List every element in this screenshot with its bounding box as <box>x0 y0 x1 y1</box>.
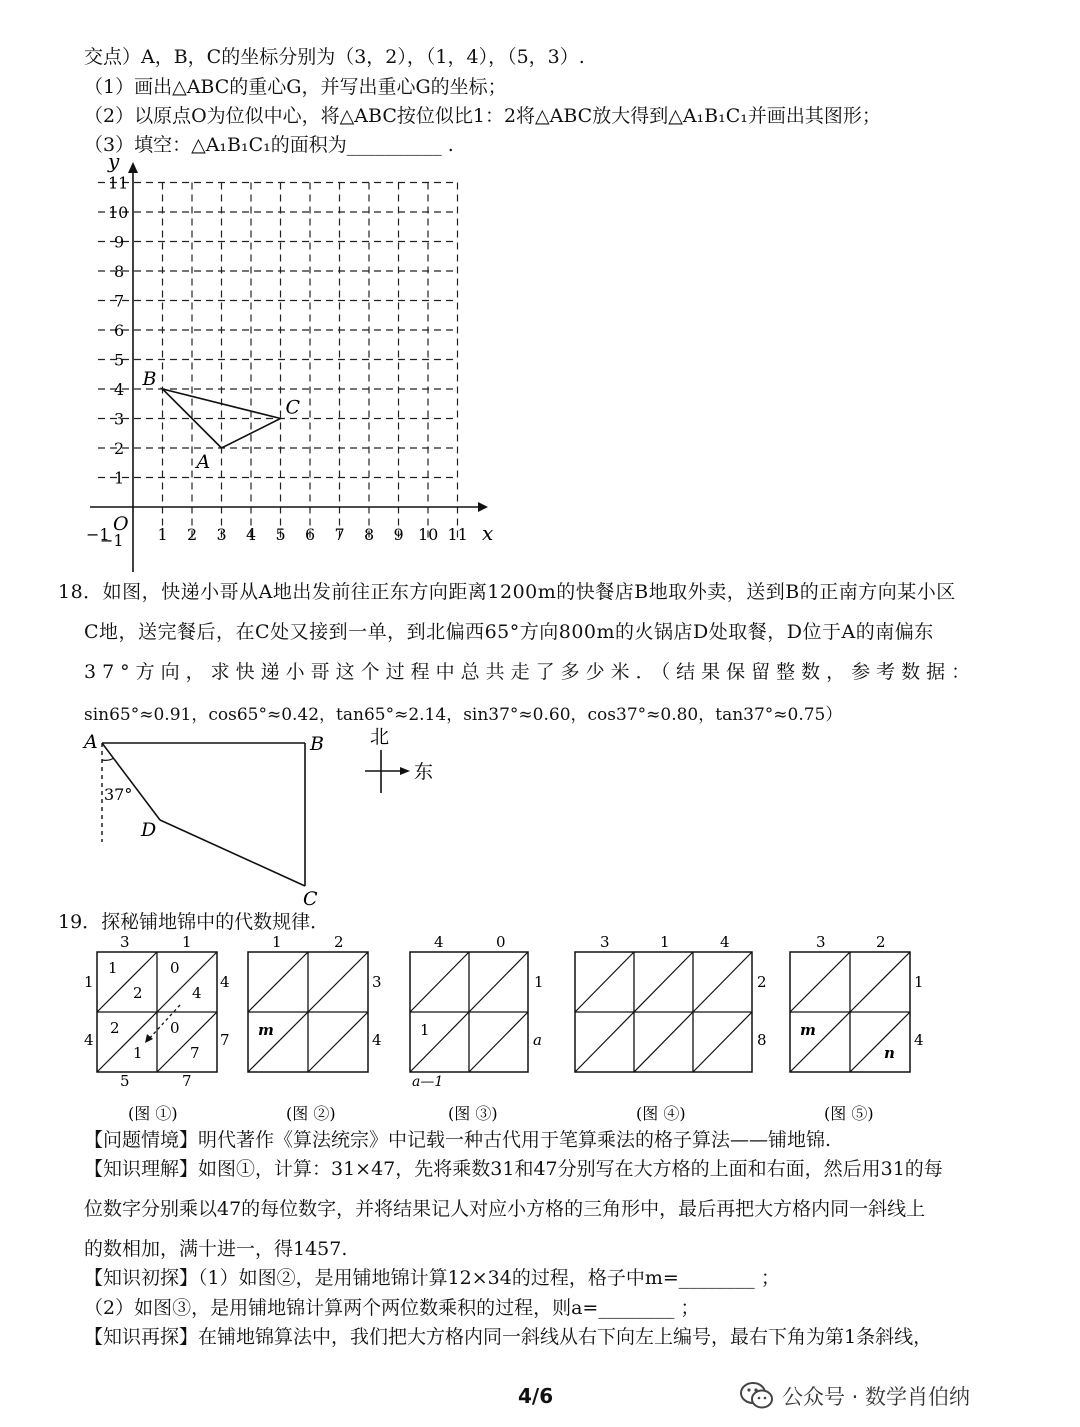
x-axis-label: x <box>482 521 494 545</box>
lattice-diagonal <box>850 1012 910 1072</box>
lattice-diagonal <box>248 1012 308 1072</box>
lattice-diagonal <box>308 952 368 1012</box>
lattice-diagonal <box>634 952 693 1012</box>
x-tick-label: 3 <box>216 525 227 544</box>
y-tick-label: 1 <box>114 468 125 488</box>
q17-intro: 交点）A，B，C的坐标分别为（3，2），（1，4），（5，3）. <box>84 46 585 68</box>
compass-north-label: 北 <box>370 726 390 748</box>
fig3-right-2: a <box>533 1031 542 1049</box>
y-tick-label: 4 <box>114 380 125 399</box>
fig5-right-1: 1 <box>914 973 924 991</box>
fig4-top-1: 3 <box>600 933 610 951</box>
lattice-diagonal <box>97 952 157 1012</box>
q19-p2c: 的数相加，满十进一，得1457. <box>84 1238 348 1260</box>
x-tick-label: 10 <box>418 525 439 544</box>
fig1-cell-6: 1 <box>133 1044 143 1062</box>
lattice-diagonal <box>410 1012 469 1072</box>
fig3-right-1: 1 <box>534 973 544 991</box>
y-tick-label: 8 <box>114 262 125 281</box>
lattice-diagonal <box>850 952 910 1012</box>
fig18-angle-label: 37° <box>104 785 133 804</box>
fig5-top-2: 2 <box>876 933 886 951</box>
watermark <box>740 1380 970 1412</box>
fig2-right-1: 3 <box>372 973 382 991</box>
y-tick-label: 10 <box>108 203 129 222</box>
fig1-cell-7: 0 <box>170 1019 180 1037</box>
x-tick-label: 1 <box>157 525 168 544</box>
fig18-label-b: B <box>310 733 324 755</box>
fig1-cell-5: 2 <box>110 1019 120 1037</box>
fig18-label-d: D <box>141 819 157 841</box>
lattice-diagonal <box>410 952 469 1012</box>
lattice-diagonal <box>634 1012 693 1072</box>
fig4-top-3: 4 <box>720 933 730 951</box>
fig1-left-2: 4 <box>84 1031 94 1049</box>
fig1-cell-1: 1 <box>108 959 118 977</box>
fig4-caption: (图 ④) <box>636 1104 686 1123</box>
watermark-text: 公众号 · 数学肖伯纳 <box>782 1385 971 1409</box>
x-tick-label: 7 <box>334 525 345 544</box>
lattice-diagonal <box>308 1012 368 1072</box>
lattice-diagonal <box>693 1012 752 1072</box>
fig1-cell-4: 4 <box>192 984 202 1002</box>
q18-line1: 18．如图，快递小哥从A地出发前往正东方向距离1200m的快餐店B地取外卖，送到B的正南方向某小区 <box>58 581 956 603</box>
lattice-diagonal <box>693 952 752 1012</box>
point-a-label: A <box>196 451 211 473</box>
fig4-right-1: 2 <box>757 973 767 991</box>
y-tick-label: 2 <box>114 439 125 458</box>
x-tick-label: 11 <box>447 525 468 544</box>
fig4-top-2: 1 <box>660 933 670 951</box>
lattice-diagonal <box>469 1012 528 1072</box>
q19-p2b: 位数字分别乘以47的每位数字，并将结果记人对应小方格的三角形中，最后再把大方格内同一斜线上 <box>84 1198 926 1220</box>
fig5-right-2: 4 <box>914 1031 924 1049</box>
fig3-bottom-left: a—1 <box>412 1074 444 1090</box>
fig5-caption: (图 ⑤) <box>824 1104 874 1123</box>
y-tick-label: 3 <box>114 409 125 429</box>
fig1-cell-8: 7 <box>190 1044 200 1062</box>
fig3-top-1: 4 <box>434 933 444 951</box>
fig1-right-2: 7 <box>220 1031 230 1049</box>
point-b-label: B <box>142 368 157 390</box>
q19-p2a: 【知识理解】如图①，计算：31×47，先将乘数31和47分别写在大方格的上面和右面，然后用31的每 <box>84 1158 943 1180</box>
fig4-right-2: 8 <box>757 1031 767 1049</box>
fig1-left-1: 1 <box>84 973 94 991</box>
q19-title: 19．探秘铺地锦中的代数规律． <box>58 911 330 933</box>
fig3-top-2: 0 <box>496 933 506 951</box>
q17-part1: （1）画出△ABC的重心G，并写出重心G的坐标； <box>84 76 507 98</box>
fig3-cell-1: 1 <box>420 1021 430 1039</box>
fig1-top-2: 1 <box>182 933 192 951</box>
fig2-top-2: 2 <box>334 933 344 951</box>
x-tick-label: 8 <box>364 525 375 544</box>
page-number: 4/6 <box>518 1384 554 1408</box>
y-tick-label: 9 <box>114 232 125 252</box>
fig5-top-1: 3 <box>816 933 826 951</box>
fig1-bottom-1: 5 <box>120 1072 130 1090</box>
q17-part3: （3）填空：△A₁B₁C₁的面积为__________ . <box>84 134 454 156</box>
wechat-icon <box>740 1382 774 1410</box>
q18-line2: C地，送完餐后，在C处又接到一单，到北偏西65°方向800m的火锅店D处取餐，D位于A的南偏东 <box>84 621 934 643</box>
fig1-right-1: 4 <box>220 973 230 991</box>
fig3-caption: (图 ③) <box>448 1104 498 1123</box>
y-tick-label: 6 <box>114 321 125 340</box>
lattice-diagonal <box>575 952 634 1012</box>
y-axis-label: y <box>108 149 120 173</box>
fig18-label-a: A <box>84 731 98 753</box>
lattice-diagonal <box>157 1012 217 1072</box>
neg-x-tick: −1 <box>86 525 110 544</box>
origin-label: O <box>113 513 129 535</box>
fig1-top-1: 3 <box>120 933 130 951</box>
fig1-caption: (图 ①) <box>128 1104 178 1123</box>
x-tick-label: 5 <box>275 525 286 544</box>
fig1-cell-2: 2 <box>133 984 143 1002</box>
y-tick-label: 5 <box>114 350 125 370</box>
fig5-cell-m: m <box>800 1021 816 1039</box>
fig1-cell-3: 0 <box>170 959 180 977</box>
q18-line3: 37°方向，求快递小哥这个过程中总共走了多少米．（结果保留整数，参考数据： <box>84 661 977 683</box>
x-tick-label: 6 <box>305 525 316 544</box>
lattice-diagonal <box>469 952 528 1012</box>
neg-y-tick: −1 <box>100 531 124 550</box>
x-tick-label: 4 <box>246 525 257 544</box>
fig2-cell-m: m <box>258 1021 274 1039</box>
y-tick-label: 11 <box>108 173 129 193</box>
point-c-label: C <box>285 396 301 419</box>
lattice-diagonal <box>157 952 217 1012</box>
fig5-cell-n: n <box>884 1044 895 1062</box>
fig2-caption: (图 ②) <box>286 1104 336 1123</box>
q19-p1: 【问题情境】明代著作《算法统宗》中记载一种古代用于笔算乘法的格子算法——铺地锦. <box>84 1129 832 1151</box>
fig1-bottom-2: 7 <box>182 1072 192 1090</box>
lattice-diagonal <box>790 952 850 1012</box>
q19-p5: 【知识再探】在铺地锦算法中，我们把大方格内同一斜线从右下向左上编号，最右下角为第1条斜线， <box>84 1326 933 1348</box>
fig2-right-2: 4 <box>372 1031 382 1049</box>
x-tick-label: 9 <box>393 525 404 544</box>
lattice-diagonal <box>575 1012 634 1072</box>
q19-p4: （2）如图③，是用铺地锦计算两个两位数乘积的过程，则a=________ ； <box>84 1297 700 1319</box>
lattice-diagonal <box>97 1012 157 1072</box>
lattice-diagonal <box>248 952 308 1012</box>
fig1-carry-arrowhead <box>145 1034 153 1043</box>
q17-part2: （2）以原点O为位似中心，将△ABC按位似比1：2将△ABC放大得到△A₁B₁C₁并画出其图形； <box>84 105 881 127</box>
fig2-top-1: 1 <box>272 933 282 951</box>
q18-line4: sin65°≈0.91，cos65°≈0.42，tan65°≈2.14，sin37°≈0.60，cos37°≈0.80，tan37°≈0.75） <box>84 705 843 725</box>
y-tick-label: 7 <box>114 291 125 311</box>
lattice-diagonal <box>790 1012 850 1072</box>
q19-p3: 【知识初探】（1）如图②，是用铺地锦计算12×34的过程，格子中m=________ ； <box>84 1267 780 1289</box>
x-tick-label: 2 <box>187 525 198 544</box>
compass-east-label: 东 <box>414 761 434 783</box>
fig18-label-c: C <box>303 888 318 910</box>
